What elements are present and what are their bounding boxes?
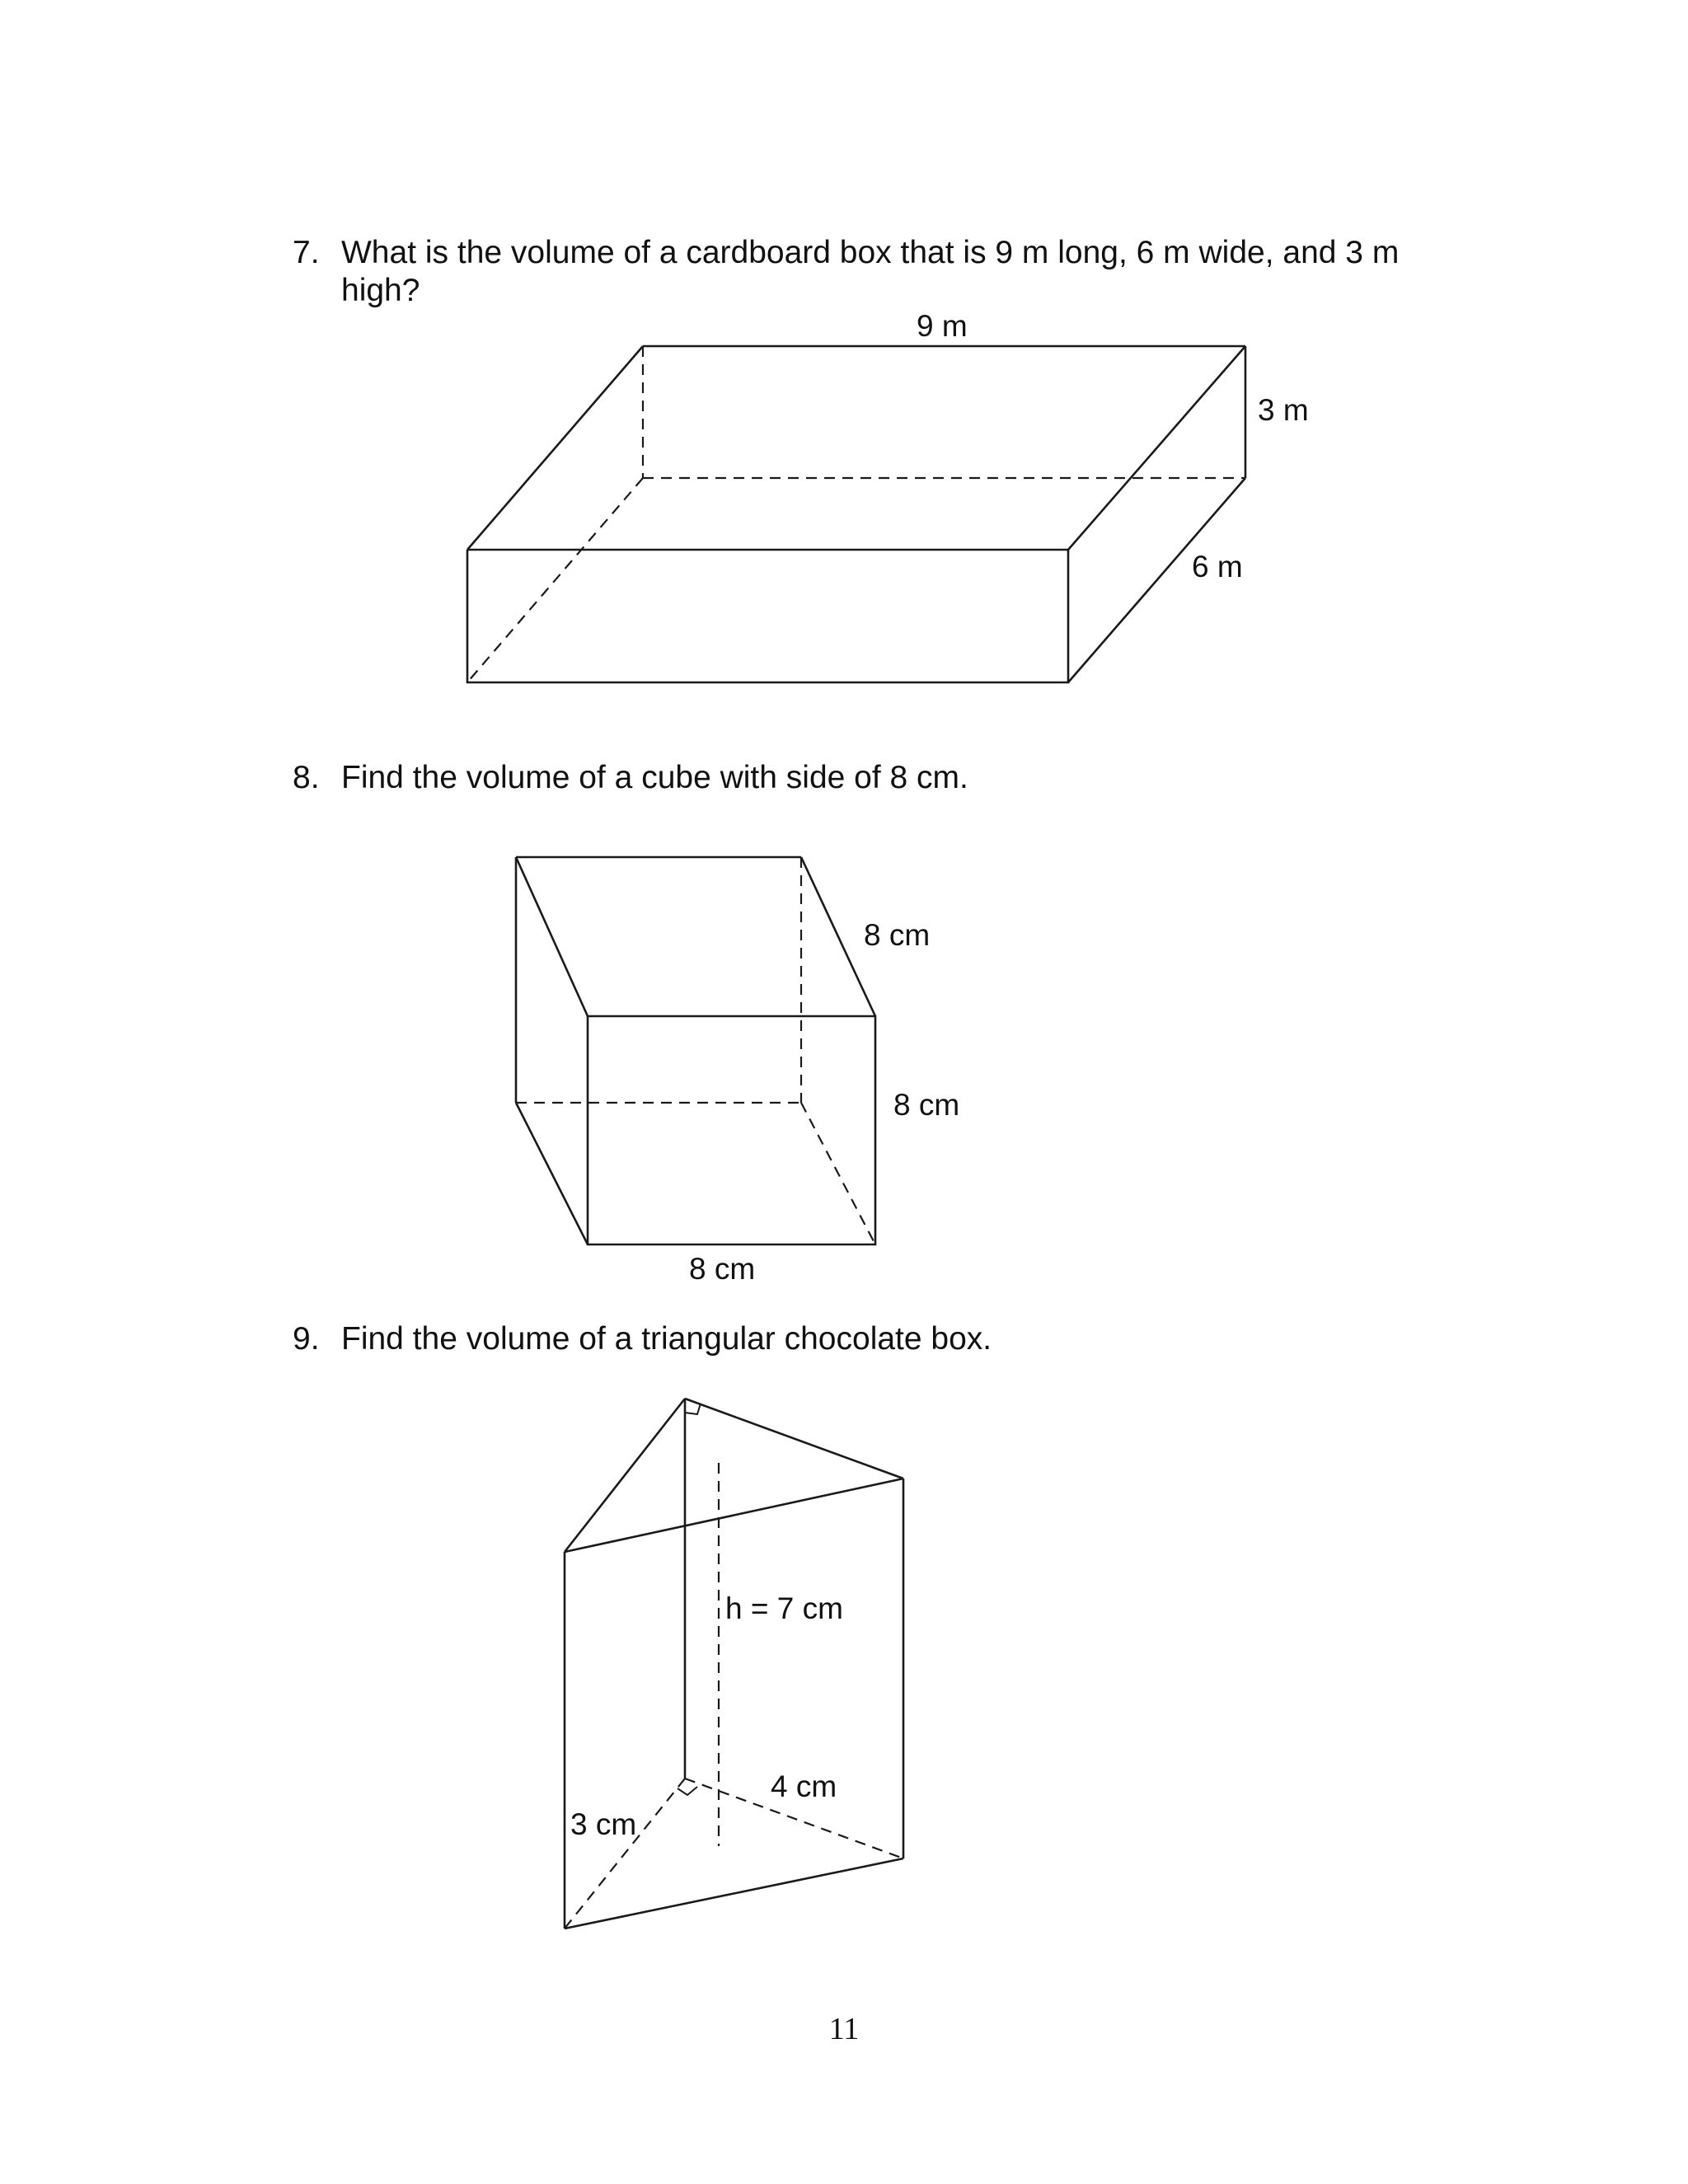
right-angle-marker-bottom [678, 1787, 697, 1795]
box-hidden-slant-edge [467, 478, 643, 682]
prism-height-label: h = 7 cm [725, 1591, 843, 1625]
question-number: 8. [293, 760, 320, 795]
prism-leg-4-label: 4 cm [771, 1769, 837, 1803]
prism-bottom-front-edge [565, 1858, 903, 1929]
question-text: Find the volume of a cube with side of 8 cm. [341, 760, 968, 795]
prism-leg-3-label: 3 cm [570, 1807, 637, 1841]
question-text: Find the volume of a triangular chocolate box. [341, 1321, 992, 1357]
question-number: 9. [293, 1321, 320, 1357]
cube-base-label: 8 cm [689, 1252, 756, 1286]
box-front-face [467, 550, 1068, 682]
question-text: What is the volume of a cardboard box that is 9 m long, 6 m wide, and 3 m high? [341, 235, 1400, 308]
prism-top-right-edge [685, 1399, 903, 1479]
prism-hidden-left-edge [565, 1779, 685, 1929]
cube-top-left-edge [516, 857, 588, 1016]
box-width-label: 6 m [1192, 550, 1243, 583]
box-top-left-edge [467, 346, 643, 550]
box-top-right-edge [1068, 346, 1245, 550]
page-number: 11 [828, 2012, 860, 2046]
box-length-label: 9 m [917, 309, 968, 343]
cube-depth-label: 8 cm [864, 918, 931, 952]
cube-front-face [588, 1016, 875, 1244]
cube-bottom-left-edge [516, 1103, 588, 1244]
prism-top-front-edge [565, 1479, 903, 1552]
cube-hidden-slant-edge [801, 1103, 875, 1244]
question-number: 7. [293, 235, 320, 270]
box-height-label: 3 m [1258, 393, 1309, 427]
cube-height-label: 8 cm [893, 1088, 960, 1122]
right-angle-marker-top [685, 1404, 701, 1414]
